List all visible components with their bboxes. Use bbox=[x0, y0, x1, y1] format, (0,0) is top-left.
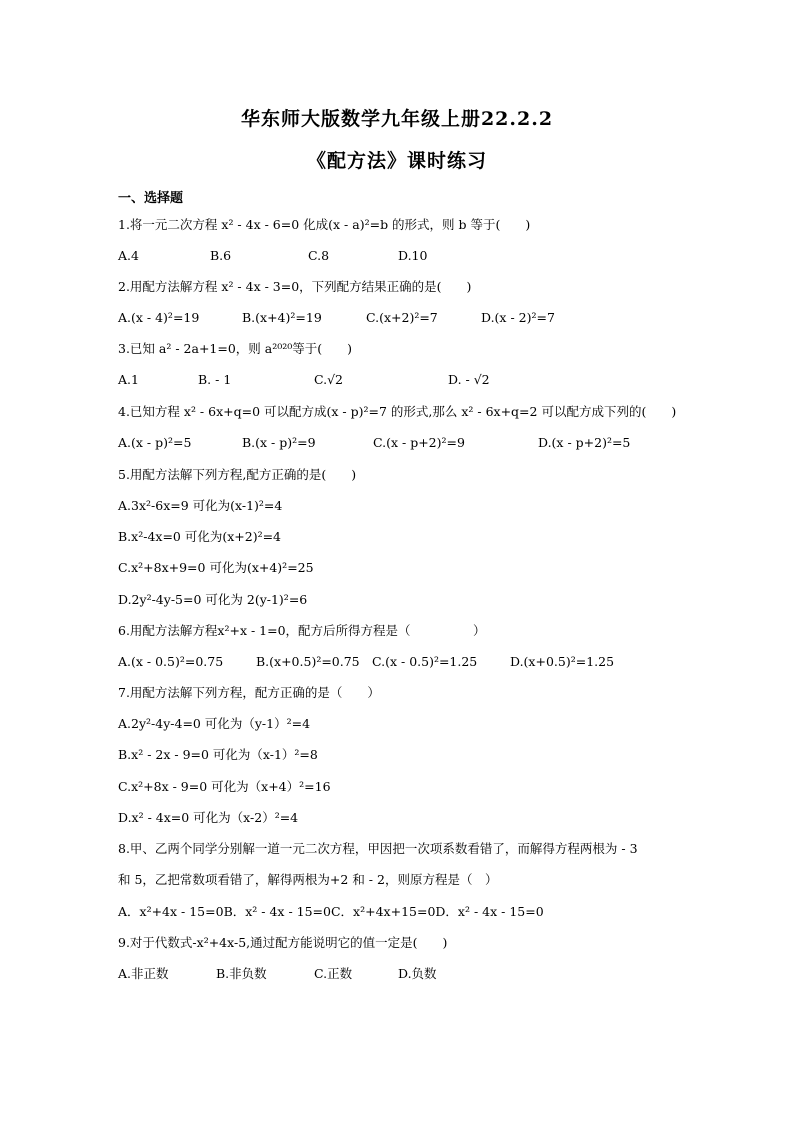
option-a: A.4 bbox=[118, 248, 139, 263]
option-b: B.x²-4x=0 可化为(x+2)²=4 bbox=[118, 529, 282, 544]
option-b: B.6 bbox=[210, 248, 232, 263]
option-a: A.(x - 4)²=19 bbox=[118, 310, 200, 325]
option-b: B.(x - p)²=9 bbox=[242, 435, 316, 450]
question-6-options bbox=[118, 653, 718, 671]
question-1: 1.将一元二次方程 x² - 4x - 6=0 化成(x - a)²=b 的形式，则 b 等于( ) bbox=[118, 217, 531, 232]
question-3: 3.已知 a² - 2a+1=0，则 a²⁰²⁰等于( ) bbox=[118, 341, 353, 356]
page-title: 华东师大版数学九年级上册22.2.2 bbox=[240, 108, 554, 130]
question-7: 7.用配方法解下列方程，配方正确的是（ ） bbox=[118, 685, 380, 700]
section-title: 一、选择题 bbox=[118, 191, 184, 206]
option-b: B.非负数 bbox=[216, 966, 267, 981]
option-d: D.10 bbox=[398, 248, 428, 263]
option-d: D.(x - 2)²=7 bbox=[481, 310, 555, 325]
option-a: A.2y²-4y-4=0 可化为（y-1）²=4 bbox=[118, 716, 311, 731]
option-a: A.非正数 bbox=[118, 966, 169, 981]
question-8-continued: 和 5，乙把常数项看错了，解得两根为+2 和 - 2，则原方程是（ ） bbox=[118, 872, 498, 887]
question-8: 8.甲、乙两个同学分别解一道一元二次方程，甲因把一次项系数看错了，而解得方程两根为 - 3 bbox=[118, 841, 638, 856]
option-a: A.(x - 0.5)²=0.75 bbox=[118, 654, 224, 669]
option-b: B.(x+4)²=19 bbox=[242, 310, 322, 325]
question-1-options bbox=[118, 247, 718, 265]
option-a: A.(x - p)²=5 bbox=[118, 435, 192, 450]
question-2-options bbox=[118, 309, 718, 327]
option-d: D.2y²-4y-5=0 可化为 2(y-1)²=6 bbox=[118, 592, 308, 607]
question-3-options bbox=[118, 371, 718, 389]
question-8-options: A．x²+4x - 15=0B．x² - 4x - 15=0C．x²+4x+15=0D．x² - 4x - 15=0 bbox=[118, 904, 544, 919]
question-9: 9.对于代数式-x²+4x-5,通过配方能说明它的值一定是( ) bbox=[118, 935, 448, 950]
option-d: D. - √2 bbox=[448, 372, 490, 387]
option-a: A.1 bbox=[118, 372, 139, 387]
option-d: D.负数 bbox=[398, 966, 437, 981]
option-c: C.(x - 0.5)²=1.25 bbox=[372, 654, 478, 669]
option-d: D.(x+0.5)²=1.25 bbox=[510, 654, 615, 669]
option-b: B. - 1 bbox=[198, 372, 232, 387]
option-d: D.(x - p+2)²=5 bbox=[538, 435, 631, 450]
option-c: C.√2 bbox=[314, 372, 344, 387]
option-c: C.正数 bbox=[314, 966, 353, 981]
question-4-options bbox=[118, 434, 718, 452]
option-c: C.(x+2)²=7 bbox=[366, 310, 438, 325]
option-a: A.3x²-6x=9 可化为(x-1)²=4 bbox=[118, 498, 283, 513]
option-c: C.(x - p+2)²=9 bbox=[373, 435, 465, 450]
option-b: B.(x+0.5)²=0.75 bbox=[256, 654, 360, 669]
question-2: 2.用配方法解方程 x² - 4x - 3=0，下列配方结果正确的是( ) bbox=[118, 279, 472, 294]
page-subtitle: 《配方法》课时练习 bbox=[306, 150, 487, 172]
question-6: 6.用配方法解方程x²+x - 1=0，配方后所得方程是（ ） bbox=[118, 623, 486, 638]
option-c: C.8 bbox=[308, 248, 330, 263]
question-5: 5.用配方法解下列方程,配方正确的是( ) bbox=[118, 467, 357, 482]
question-9-options bbox=[118, 965, 718, 983]
option-c: C.x²+8x+9=0 可化为(x+4)²=25 bbox=[118, 560, 314, 575]
option-d: D.x² - 4x=0 可化为（x-2）²=4 bbox=[118, 810, 299, 825]
option-c: C.x²+8x - 9=0 可化为（x+4）²=16 bbox=[118, 779, 331, 794]
question-4: 4.已知方程 x² - 6x+q=0 可以配方成(x - p)²=7 的形式,那么 x² - 6x+q=2 可以配方成下列的( ) bbox=[118, 404, 677, 419]
option-b: B.x² - 2x - 9=0 可化为（x-1）²=8 bbox=[118, 747, 318, 762]
